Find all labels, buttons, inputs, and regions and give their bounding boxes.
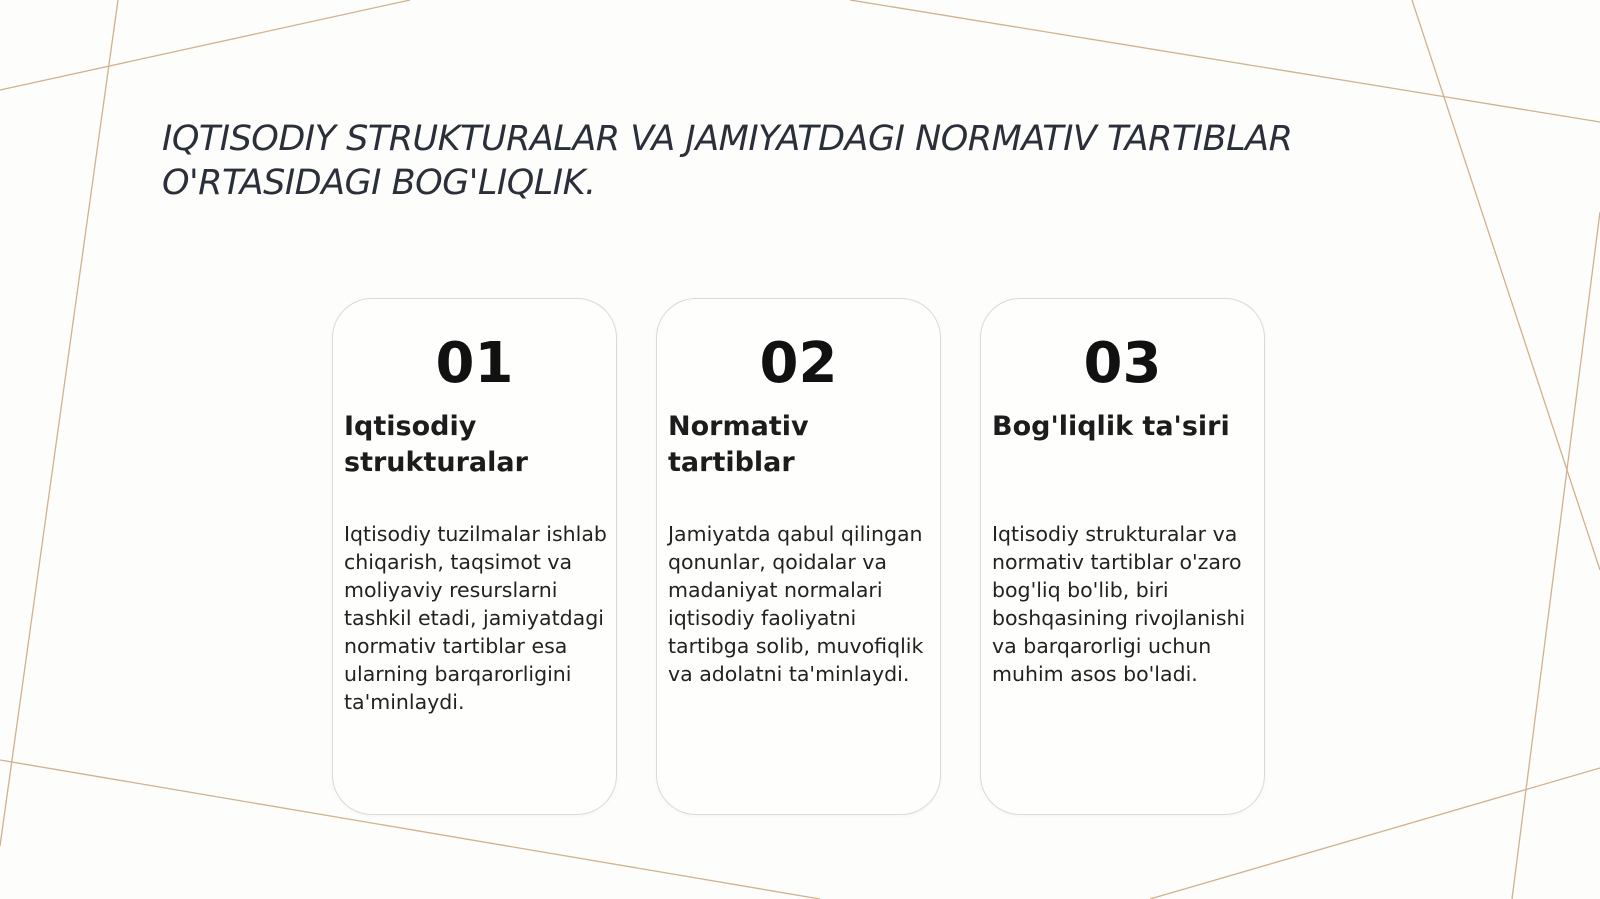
bg-line: [0, 0, 410, 90]
card-text: Iqtisodiy tuzilmalar ishlab chiqarish, taqsimot va moliyaviy resurslarni tashkil etadi, jamiyatdagi normativ tartiblar esa ularning barqarorligini ta'minlaydi.: [344, 522, 607, 714]
bg-line: [850, 0, 1600, 122]
card-text: Jamiyatda qabul qilingan qonunlar, qoidalar va madaniyat normalari iqtisodiy faoliyatni tartibga solib, muvofiqlik va adolatni ta'minlaydi.: [668, 522, 924, 686]
card-number: 02: [759, 331, 838, 396]
card-text: Iqtisodiy strukturalar va normativ tartiblar o'zaro bog'liq bo'lib, biri boshqasining rivojlanishi va barqarorligi uchun muhim asos bo'ladi.: [992, 522, 1246, 686]
bg-line: [1512, 212, 1600, 899]
bg-line: [1412, 0, 1600, 570]
card-heading: Iqtisodiy strukturalar: [344, 411, 528, 478]
card-economic-structures: [332, 298, 617, 815]
card-heading: Bog'liqlik ta'siri: [992, 411, 1230, 442]
card-number: 03: [1083, 331, 1162, 396]
card-normative-orders: [656, 298, 941, 815]
slide-title: IQTISODIY STRUKTURALAR VA JAMIYATDAGI NORMATIV TARTIBLAR O'RTASIDAGI BOG'LIQLIK.: [162, 119, 1293, 203]
card-interdependence-effect: [980, 298, 1265, 815]
bg-line: [0, 0, 118, 846]
card-heading: Normativ tartiblar: [668, 411, 809, 478]
card-number: 01: [435, 331, 514, 396]
